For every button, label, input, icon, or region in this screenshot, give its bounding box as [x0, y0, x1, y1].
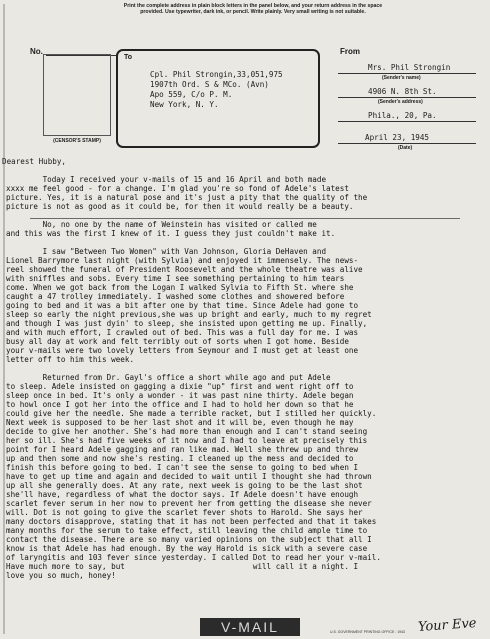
letter-line: and this was the first I knew of it. I guess they just couldn't make it.: [6, 229, 336, 238]
sender-city: Phila., 20, Pa.: [368, 111, 437, 120]
letter-line: xxxx me feel good - for a change. I'm glad you're so fond of Adele's latest: [6, 184, 349, 193]
letter-line: picture is not as good as it could be, for then it would really be a beauty.: [6, 202, 354, 211]
salutation: Dearest Hubby,: [2, 157, 67, 166]
sender-street-rule: [338, 97, 476, 98]
sender-name-rule: [338, 73, 476, 74]
sender-street: 4906 N. 8th St.: [368, 87, 437, 96]
letter-line: to sleep. Adele insisted on gagging a dixie "up" first and went right off to: [6, 382, 354, 391]
instructions-line-1: Print the complete address in plain block letters in the panel below, and your return address in the space: [123, 3, 383, 9]
letter-line: her so ill. She's had five weeks of it now and I had to leave at precisely this: [6, 436, 368, 445]
letter-date: April 23, 1945: [365, 133, 430, 142]
to-label: To: [124, 54, 133, 61]
letter-line: up all she generally does. At any rate, next week is going to be the last shot: [6, 481, 363, 490]
sender-address-caption: (Sender's address): [378, 99, 423, 105]
from-label: From: [340, 47, 360, 56]
sender-name: Mrs. Phil Strongin: [368, 63, 451, 72]
letter-line: point for I heard Adele gagging and ran like mad. Well she threw up and threw: [6, 445, 359, 454]
letter-line: and though I was just dyin' to sleep, she insisted upon getting me up. Finally,: [6, 319, 368, 328]
form-instructions: [118, 3, 388, 15]
no-label: No.: [30, 47, 43, 56]
letter-line: know is that Adele has had enough. By the way Harold is sick with a severe case: [6, 544, 368, 553]
letter-line: finish this before going to bed. I can't see the sense to going to bed when I: [6, 463, 359, 472]
letter-line: caught a 47 trolley immediately. I washed some clothes and showered before: [6, 292, 345, 301]
letter-line: your v-mails were two lovely letters from Seymour and I must get at least one: [6, 346, 359, 355]
letter-line: will. Dot is not going to give the scarlet fever shots to Harold. She says her: [6, 508, 363, 517]
letter-line: she'll have, regardless of what the doctor says. If Adele doesn't have enough: [6, 490, 359, 499]
letter-line: of laryngitis and 103 fever since yesterday. I called Dot to read her your v-mail.: [6, 553, 381, 562]
letter-line: sleep once in bed. It's only a wonder - it was past nine thirty. Adele began: [6, 391, 354, 400]
letter-line: could give her the needle. She made a terrible racket, but I stilled her quickly.: [6, 409, 377, 418]
letter-line: have to get up time and again and decided to wait until I thought she had thrown: [6, 472, 372, 481]
letter-line: contact the disease. There are so many varied opinions on the subject that all I: [6, 535, 372, 544]
letter-line: going to bed and it was a bit after one by that time. Since Adele had gone to: [6, 301, 359, 310]
recipient-line-1: Cpl. Phil Strongin,33,051,975: [150, 70, 283, 79]
letter-line: to howl once I got her into the office and I had to hold her down so that he: [6, 400, 354, 409]
letter-line: decide to give her another. She's had more than enough and I can't stand seeing: [6, 427, 368, 436]
letter-line: Returned from Dr. Gayl's office a short while ago and put Adele: [6, 373, 331, 382]
footer-printer-note: U.S. GOVERNMENT PRINTING OFFICE : 1943: [330, 630, 406, 634]
letter-line: Today I received your v-mails of 15 and 16 April and both made: [6, 175, 327, 184]
recipient-line-4: New York, N. Y.: [150, 100, 219, 109]
left-margin-line: [3, 4, 5, 634]
letter-line: sleep so early the night previous,she was up bright and early, much to my regret: [6, 310, 372, 319]
letter-line: Lionel Barrymore last night (with Sylvia) and enjoyed it immensely. The news-: [6, 256, 359, 265]
sender-name-caption: (Sender's name): [382, 75, 421, 81]
letter-line: many doctors disapprove, stating that it has not been perfected and that it takes: [6, 517, 377, 526]
censor-stamp-box: [43, 54, 111, 136]
date-rule: [338, 143, 476, 144]
letter-line: Have much more to say, but will call it a night. I: [6, 562, 359, 571]
letter-line: up and then some and now she's resting. I cleaned up the mess and decided to: [6, 454, 354, 463]
sender-city-rule: [338, 121, 476, 122]
recipient-line-2: 1907th Ord. S & MCo. (Avn): [150, 80, 269, 89]
instructions-line-2: provided. Use typewriter, dark ink, or pencil. Write plainly. Very small writing is not suitable.: [140, 9, 366, 15]
signature: Your Eve: [417, 615, 477, 636]
letter-line: reel showed the funeral of President Roosevelt and the whole theatre was alive: [6, 265, 363, 274]
letter-line: many months for the serum to take effect, still leaving the child ample time to: [6, 526, 368, 535]
letter-line: letter off to him this week.: [6, 355, 135, 364]
letter-line: I saw "Between Two Women" with Van Johnson, Gloria DeHaven and: [6, 247, 327, 256]
letter-line: busy all day at work and felt terribly out of sorts when I got home. Beside: [6, 337, 349, 346]
letter-line: come. When we got back from the Logan I walked Sylvia to Fifth St. where she: [6, 283, 354, 292]
date-caption: (Date): [398, 145, 413, 151]
fold-rule: [30, 218, 460, 219]
censor-stamp-label: (CENSOR'S STAMP): [53, 138, 101, 144]
letter-line: No, no one by the name of Weinstein has visited or called me: [6, 220, 317, 229]
letter-line: scarlet fever serum in her now to prevent her from getting the disease she never: [6, 499, 372, 508]
letter-line: with sniffles and sobs. Every time I see something pertaining to him tears: [6, 274, 345, 283]
letter-line: Next week is supposed to be her last shot and it will be, even though he may: [6, 418, 354, 427]
letter-line: and with much effort, I crawled out of bed. This was a full day for me. I was: [6, 328, 359, 337]
letter-line: love you so much, honey!: [6, 571, 116, 580]
recipient-line-3: Apo 559, C/o P. M.: [150, 90, 233, 99]
vmail-banner: V-MAIL: [221, 619, 279, 635]
letter-line: picture. Yes, it is a natural pose and it's just a pity that the quality of the: [6, 193, 368, 202]
